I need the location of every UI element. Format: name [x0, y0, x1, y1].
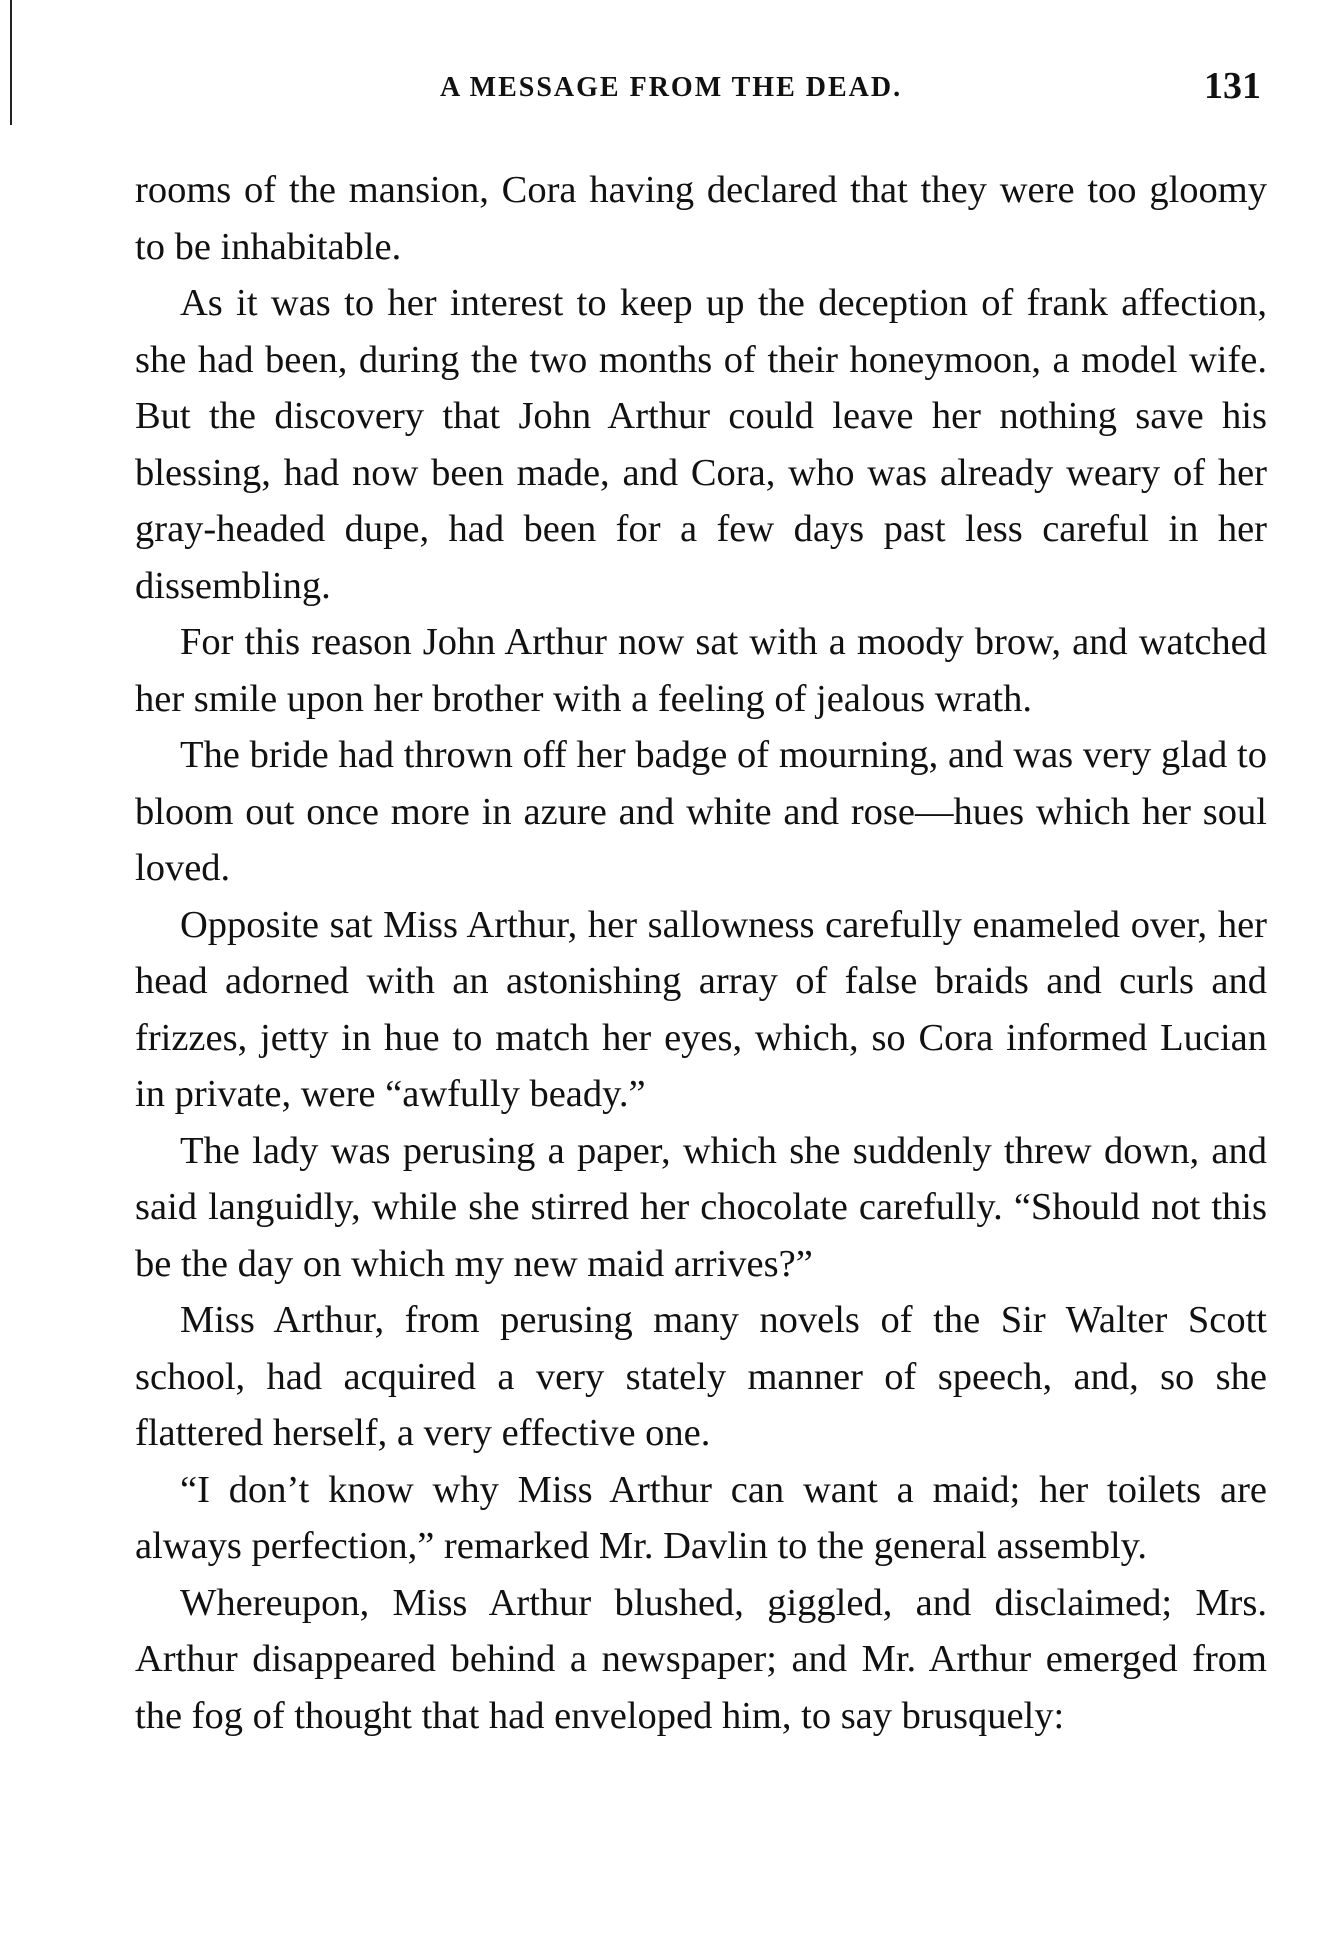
paragraph-9: Whereupon, Miss Arthur blushed, giggled, and disclaimed; Mrs. Arthur disappeared behind a newspaper; and Mr. Arthur emerged from the fog of thought that had enveloped him, to say brusquely: — [135, 1581, 1267, 1737]
page-binding-edge — [10, 0, 12, 125]
paragraph-8: “I don’t know why Miss Arthur can want a maid; her toilets are always perfection,” remarked Mr. Davlin to the general assembly. — [135, 1468, 1267, 1567]
body-text — [135, 162, 1267, 1744]
running-head-title: A MESSAGE FROM THE DEAD. — [440, 72, 903, 103]
paragraph-7: Miss Arthur, from perusing many novels of the Sir Walter Scott school, had acquired a very stately manner of speech, and, so she flattered herself, a very effective one. — [135, 1299, 1267, 1454]
page-number: 131 — [1204, 65, 1261, 107]
paragraph-5: Opposite sat Miss Arthur, her sallowness carefully enameled over, her head adorned with an astonishing array of false braids and curls and frizzes, jetty in hue to match her eyes, which, so Cora informed Lucian in private, were “awfully beady.” — [135, 903, 1267, 1115]
paragraph-3: For this reason John Arthur now sat with a moody brow, and watched her smile upon her brother with a feeling of jealous wrath. — [135, 621, 1267, 720]
paragraph-4: The bride had thrown off her badge of mourning, and was very glad to bloom out once more in azure and white and rose—hues which her soul loved. — [135, 734, 1267, 889]
paragraph-6: The lady was perusing a paper, which she suddenly threw down, and said languidly, while she stirred her chocolate carefully. “Should not this be the day on which my new maid arrives?” — [135, 1129, 1267, 1285]
paragraph-1-continued: rooms of the mansion, Cora having declared that they were too gloomy to be inhabitable. — [135, 169, 1267, 268]
paragraph-2: As it was to her interest to keep up the deception of frank affection, she had been, during the two months of their honeymoon, a model wife. But the discovery that John Arthur could leave her nothing save his blessing, had now been made, and Cora, who was already weary of her gray-headed dupe, had been for a few days past less careful in her dissembling. — [135, 282, 1267, 607]
